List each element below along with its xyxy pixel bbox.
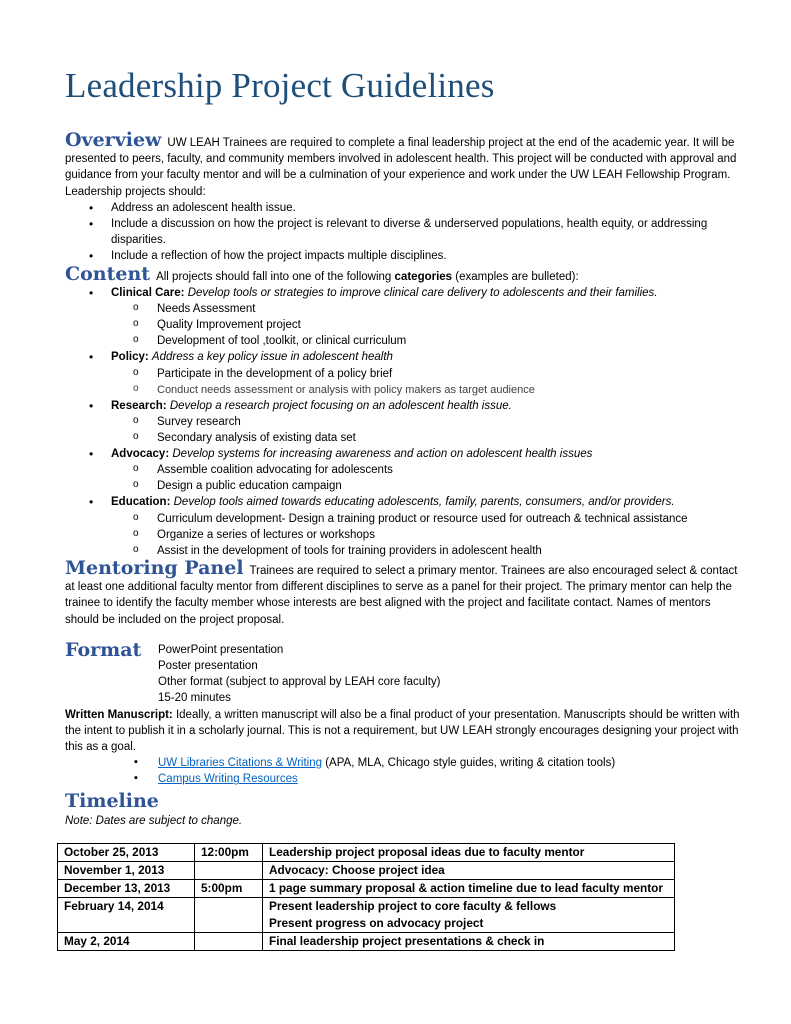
- list-item: Poster presentation: [158, 659, 258, 672]
- category-education: [111, 494, 740, 558]
- category-desc: Develop tools or strategies to improve clinical care delivery to adolescents and their families.: [187, 286, 658, 299]
- table-row: [58, 843, 675, 861]
- category-name: Advocacy:: [111, 448, 170, 461]
- list-item: 15-20 minutes: [158, 692, 231, 705]
- desc-cell: [263, 897, 675, 932]
- format-list: [158, 642, 441, 707]
- format-section: [65, 639, 740, 707]
- date-cell: May 2, 2014: [58, 932, 195, 950]
- desc-cell: Advocacy: Choose project idea: [263, 861, 675, 879]
- desc-line: Present progress on advocacy project: [269, 915, 484, 930]
- time-cell: [195, 861, 263, 879]
- desc-cell: Leadership project proposal ideas due to faculty mentor: [263, 843, 675, 861]
- time-cell: [195, 932, 263, 950]
- resource-list: [65, 755, 740, 787]
- category-advocacy: [111, 446, 740, 494]
- content-intro-bold: categories: [394, 270, 453, 283]
- list-item: o Secondary analysis of existing data set: [157, 430, 740, 446]
- list-item: PowerPoint presentation: [158, 643, 284, 656]
- list-item: • Include a reflection of how the project impacts multiple disciplines.: [111, 248, 740, 264]
- desc-cell: Final leadership project presentations & check in: [263, 932, 675, 950]
- table-row: [58, 879, 675, 897]
- category-name: Education:: [111, 496, 171, 509]
- document-page: [65, 62, 740, 951]
- resource-note: (APA, MLA, Chicago style guides, writing & citation tools): [322, 757, 616, 770]
- example-list: [111, 511, 740, 559]
- overview-bullets: [65, 200, 740, 265]
- list-item: o Participate in the development of a policy brief: [157, 366, 740, 382]
- overview-heading: Overview: [65, 129, 162, 151]
- list-item: • Address an adolescent health issue.: [111, 200, 740, 216]
- list-item: o Conduct needs assessment or analysis with policy makers as target audience: [157, 382, 740, 398]
- table-row: [58, 932, 675, 950]
- list-item: o Curriculum development- Design a training product or resource used for outreach & technical assistance: [157, 511, 740, 527]
- list-item: Other format (subject to approval by LEAH core faculty): [158, 676, 441, 689]
- list-item: o Survey research: [157, 414, 740, 430]
- date-cell: February 14, 2014: [58, 897, 195, 932]
- list-item: • Include a discussion on how the project is relevant to diverse & underserved populations, health equity, or addressing disparities.: [111, 216, 740, 248]
- category-desc: Develop systems for increasing awareness and action on adolescent health issues: [172, 448, 593, 461]
- overview-text: UW LEAH Trainees are required to complete a final leadership project at the end of the academic year. It will be presented to peers, faculty, and community members involved in adolescent health. This project will be conducted with approval and guidance from your faculty mentor and will be a culmination of your experience and work under the UW LEAH Fellowship Program. Leadership projects should:: [65, 137, 737, 198]
- example-list: [111, 462, 740, 494]
- category-list: [65, 285, 740, 559]
- desc-line: Present leadership project to core faculty & fellows: [269, 898, 557, 913]
- list-item: o Development of tool ,toolkit, or clinical curriculum: [157, 333, 740, 349]
- category-desc: Develop tools aimed towards educating adolescents, family, parents, consumers, and/or providers.: [173, 496, 675, 509]
- timeline-heading: Timeline: [65, 789, 159, 812]
- example-list: [111, 414, 740, 446]
- time-cell: 5:00pm: [195, 879, 263, 897]
- list-item: o Organize a series of lectures or workshops: [157, 527, 740, 543]
- campus-writing-link[interactable]: Campus Writing Resources: [158, 773, 298, 786]
- date-cell: December 13, 2013: [58, 879, 195, 897]
- list-item: [158, 771, 740, 787]
- table-row: [58, 897, 675, 932]
- time-cell: 12:00pm: [195, 843, 263, 861]
- category-research: [111, 398, 740, 446]
- list-item: o Needs Assessment: [157, 301, 740, 317]
- category-name: Research:: [111, 399, 167, 412]
- category-clinical-care: [111, 285, 740, 349]
- timeline-table: [57, 843, 675, 951]
- mentoring-section: [65, 556, 740, 628]
- example-list: [111, 366, 740, 398]
- time-cell: [195, 897, 263, 932]
- mentoring-heading: Mentoring Panel: [65, 556, 244, 579]
- list-item: o Quality Improvement project: [157, 317, 740, 333]
- desc-cell: 1 page summary proposal & action timeline due to lead faculty mentor: [263, 879, 675, 897]
- category-name: Clinical Care:: [111, 286, 185, 299]
- content-intro-before: All projects should fall into one of the following: [156, 270, 392, 283]
- overview-section: [65, 129, 740, 200]
- manuscript-paragraph: [65, 707, 740, 756]
- category-desc: Develop a research project focusing on an adolescent health issue.: [169, 399, 512, 412]
- example-list: [111, 301, 740, 349]
- content-heading: Content: [65, 262, 151, 285]
- table-row: [58, 861, 675, 879]
- category-desc: Address a key policy issue in adolescent health: [151, 351, 393, 364]
- manuscript-text: Ideally, a written manuscript will also be a final product of your presentation. Manuscripts should be written with the intent to publish it in a scholarly journal. This is not a requirement, but UW LEAH strongly encourages designing your project with this as a goal.: [65, 708, 740, 753]
- content-section: [65, 262, 740, 285]
- content-intro-after: (examples are bulleted):: [455, 270, 579, 283]
- date-cell: November 1, 2013: [58, 861, 195, 879]
- timeline-note: Note: Dates are subject to change.: [65, 814, 243, 827]
- list-item: o Design a public education campaign: [157, 478, 740, 494]
- category-policy: [111, 349, 740, 397]
- list-item: o Assist in the development of tools for training providers in adolescent health: [157, 543, 740, 559]
- format-heading: Format: [65, 638, 142, 661]
- page-title: Leadership Project Guidelines: [65, 66, 495, 105]
- category-name: Policy:: [111, 351, 149, 364]
- list-item: o Assemble coalition advocating for adolescents: [157, 462, 740, 478]
- date-cell: October 25, 2013: [58, 843, 195, 861]
- manuscript-label: Written Manuscript:: [65, 708, 173, 721]
- mentoring-text: Trainees are required to select a primary mentor. Trainees are also encouraged select & contact at least one additional faculty mentor from different disciplines to serve as a panel for their project. The primary mentor can help the trainee to identify the faculty member whose interests are best aligned with the project and facilitate contact. Names of mentors should be included on the project proposal.: [65, 564, 738, 626]
- list-item: [158, 755, 740, 771]
- libraries-citations-link[interactable]: UW Libraries Citations & Writing: [158, 757, 323, 770]
